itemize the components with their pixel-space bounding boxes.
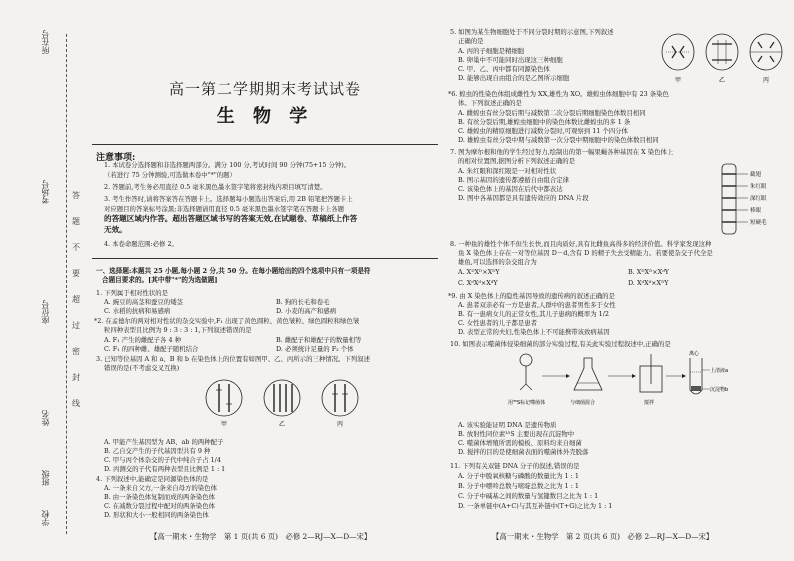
option: C. 在减数分裂过程中配对的两条染色体 [104, 502, 215, 510]
page-2 [448, 0, 788, 561]
gene-label: 棒眼 [750, 208, 762, 214]
question-10: 10. 如图表示噬菌体侵染细菌的部分实验过程,有关此实验过程叙述中,正确的是 [450, 340, 671, 348]
fig-label: 丙 [337, 421, 344, 428]
option: D. 丙测交的子代有两种表型且比例是 1 : 1 [104, 465, 226, 473]
option: A. 分子中脱氧核糖与磷酸的数量比为 1 : 1 [458, 472, 579, 480]
notice-line: （若进行 75 分钟测验,可选做本卷中"*"的题） [104, 171, 236, 179]
labeled-phage [508, 354, 545, 406]
question-9: *9. 由 X 染色体上的隐性基因导致的遗传病的叙述正确的是 [448, 292, 615, 300]
option: C. 水稻的抗病和易感病 [104, 307, 171, 315]
question-2-cont: 粒四种表型且比例为 9 : 3 : 3 : 1,下列叙述错误的是 [104, 326, 252, 334]
option: B. 有一患病女儿的正常女性,其儿子患病的概率为 1/2 [458, 310, 609, 318]
cell-jia [206, 380, 242, 428]
option: D. XᵈXᵈ×XᴰY [628, 279, 669, 287]
option: C. 甲、乙、丙中都有同源染色体 [458, 65, 550, 73]
division-cell-yi [706, 34, 738, 84]
footer-page-1: 【高一期末・生物学 第 1 页(共 6 页) 必修 2—RJ—X—D—宋】 [150, 532, 372, 541]
question-3: 3. 已知等位基因 A 和 a、B 和 b 在染色体上的位置有如图甲、乙、丙所示的三种情况。下列叙述 [96, 355, 370, 363]
fig-label: 用³⁵S标记噬菌体 [508, 400, 546, 406]
question-5: 5. 如图为某生物细胞处于不同分裂时期的示意图,下列叙述 [450, 28, 614, 36]
seal-char: 答 [72, 191, 80, 200]
room-field [40, 30, 51, 54]
cell-yi [264, 380, 300, 428]
exam-title: 高一第二学期期末考试试卷 [168, 80, 361, 98]
question-8-cont: 鱼 X 染色体上存在一对等位基因 D－d,含有 D 的精子失去受精能力。若要使杂交子代全是 [458, 249, 713, 257]
option: A. XᴰXᴰ×XᴰY [458, 268, 500, 276]
chromosome-figure [202, 374, 362, 430]
option: C. 甲与丙个体杂交的子代中纯合子占 1/4 [104, 456, 221, 464]
option: D. 能够出现自由组合的是乙图所示细胞 [458, 74, 570, 82]
centrifuge-tube [689, 350, 728, 394]
fig-label: 甲 [221, 421, 228, 428]
seal-char: 封 [72, 373, 80, 382]
section-heading-line: 一、选择题:本题共 25 小题,每小题 2 分,共 50 分。在每小题给出的四个选项中只有一项是符 [96, 267, 371, 275]
question-6: *6. 蝗虫的性染色体组成雌性为 XX,雄性为 XO。雄蝗虫体细胞中有 23 条染色 [448, 90, 669, 98]
gene-map-figure [716, 160, 788, 238]
flask [570, 358, 602, 406]
gene-label: 截翅 [750, 172, 762, 178]
seal-char: 过 [72, 321, 80, 330]
question-6-cont: 体。下列叙述正确的是 [458, 99, 522, 107]
seal-char: 超 [72, 295, 80, 304]
name-label: 姓名 [41, 410, 50, 426]
question-7-cont: 的相对位置图,据图分析下列叙述正确的是 [458, 157, 576, 165]
cell-bing [322, 380, 358, 428]
exam-no-label: 考场号 [41, 180, 50, 204]
option: D. 形状和大小一般相同的两条染色体 [104, 511, 209, 519]
notice-line: 4. 本卷命题范围:必修 2。 [104, 240, 178, 248]
question-2: *2. 在孟德尔的两对相对性状的杂交实验中,F₁ 出现了黄色圆粒、黄色皱粒、绿色圆粒和绿色皱 [94, 317, 360, 325]
option: D. 雄蝗虫有丝分裂中期与减数第一次分裂中期细胞中的染色体数目相同 [458, 136, 659, 144]
phage-experiment-figure [506, 350, 736, 416]
question-11: 11. 下列有关双链 DNA 分子的叙述,错误的是 [450, 462, 580, 470]
room-label: 所在号 [41, 30, 50, 54]
option: A. 甲能产生基因型为 AB、ab 的两种配子 [104, 438, 224, 446]
option: A. 患者双亲必有一方是患者,人群中的患者男性多于女性 [458, 301, 616, 309]
option: C. XᵈXᵈ×XᵈY [458, 279, 498, 287]
gene-label: 短硬毛 [750, 220, 767, 226]
option: B. 分子中嘌呤总数与嘧啶总数之比为 1 : 1 [458, 482, 579, 490]
divider [92, 144, 438, 145]
divider [92, 258, 438, 259]
question-8: 8. 一种鱼的雄性个体不但生长快,而且肉质好,具有比雌鱼高得多的经济价值。科学家发现这种 [450, 240, 712, 248]
notice-heading: 注意事项: [96, 153, 136, 163]
section-heading [96, 267, 436, 285]
option: D. 表型正常的夫妇,性染色体上不可能携带该致病基因 [458, 328, 610, 336]
fig-label: 乙 [719, 77, 726, 84]
fig-label: 与细菌混合 [570, 400, 596, 406]
seal-char: 密 [72, 347, 80, 356]
option: A. F₁ 产生的雌配子各 4 种 [104, 336, 181, 344]
fig-label: 乙 [279, 421, 286, 428]
option: C. 分子中碱基之间的数量与氢键数目之比为 1 : 1 [458, 492, 599, 500]
school-label: 学校 [41, 510, 50, 526]
option: B. 放射性同位素³⁵S 主要出现在沉淀物中 [458, 430, 575, 438]
fig-label: 甲 [675, 77, 682, 84]
fig-label: 搅拌 [644, 400, 655, 406]
seat-label: 座位号 [41, 300, 50, 324]
fig-label: 沉淀物b [710, 387, 729, 393]
option: D. 小麦的高产和感病 [276, 307, 337, 315]
notice-line: 对应题目的答案标号涂黑;非选择题请用直径 0.5 毫米黑色墨水签字笔在答题卡上各题 [104, 205, 345, 213]
seal-char: 线 [72, 399, 80, 408]
exam-no-field [40, 180, 51, 204]
seal-char: 不 [72, 243, 80, 252]
option: A. 雌蝗虫有丝分裂后期与减数第二次分裂后期细胞染色体数目相同 [458, 109, 646, 117]
class-field [40, 470, 51, 486]
class-label: 班级 [41, 470, 50, 486]
stir-beaker [640, 354, 662, 406]
footer-page-2: 【高一期末・生物学 第 2 页(共 6 页) 必修 2—RJ—X—D—宋】 [492, 532, 714, 541]
seat-field [40, 300, 51, 324]
question-1: 1. 下列属于相对性状的是 [96, 289, 169, 297]
option: D. 一条单链中(A+C)与其互补链中(T+G)之比为 1 : 1 [458, 502, 613, 510]
question-7: 7. 图为摩尔根和他的学生经过努力,绘制出的第一幅果蝇各种基因在 X 染色体上 [450, 148, 674, 156]
option: C. 噬菌体增殖所需的模板、原料均来自细菌 [458, 439, 582, 447]
page-1 [92, 0, 438, 561]
name-field [40, 410, 51, 426]
option: D. 必须统计足量的 F₂ 个体 [276, 345, 354, 353]
option: A. 一条来自父方,一条来自母方的染色体 [104, 484, 217, 492]
seal-line [66, 34, 67, 534]
notice-line: 2. 答题前,考生务必用直径 0.5 毫米黑色墨水签字笔将密封线内项目填写清楚。 [104, 183, 327, 191]
exam-subject: 生 物 学 [216, 106, 314, 127]
option: A. 豌豆的高茎和蚕豆的矮茎 [104, 298, 183, 306]
option: B. XᴰXᴰ×XᵈY [628, 268, 669, 276]
option: D. 图中各基因都是具有遗传效应的 DNA 片段 [458, 194, 589, 202]
notice-line: 的答题区域内作答。超出答题区域书写的答案无效,在试题卷、草稿纸上作答 [104, 214, 358, 223]
option: B. 由一条染色体复制而成的两条染色体 [104, 493, 216, 501]
option: C. F₁ 的四种雌、雄配子随机结合 [104, 345, 199, 353]
question-4: 4. 下列叙述中,能确定是同源染色体的是 [96, 475, 209, 483]
option: C. 该染色体上的基因在后代中都表达 [458, 185, 563, 193]
notice-line: 1. 本试卷分选择题和非选择题两部分。满分 100 分,考试时间 90 分钟(75+15 分钟)。 [104, 161, 351, 169]
option: B. 狗的长毛和卷毛 [276, 298, 330, 306]
notice-line: 3. 考生作答时,请将答案答在答题卡上。选择题每小题选出答案后,用 2B 铅笔把答题卡上 [104, 195, 353, 203]
fig-label: 上清液a [710, 368, 729, 374]
option: B. 卵巢中不可能同时出现这三种细胞 [458, 56, 563, 64]
school-field [40, 510, 51, 526]
option: B. 图示基因的遗传都遵循自由组合定律 [458, 176, 570, 184]
option: C. 女性患者的儿子都是患者 [458, 319, 538, 327]
fig-label: 丙 [763, 77, 770, 84]
option: A. 该实验能证明 DNA 是遗传物质 [458, 421, 557, 429]
seal-char: 题 [72, 217, 80, 226]
division-cell-jia [662, 34, 694, 84]
option: B. 雌配子和雄配子的数量相等 [276, 336, 362, 344]
option: B. 有丝分裂后期,雄蝗虫细胞中的染色体数比雌蝗虫的多 1 条 [458, 118, 631, 126]
question-8-cont: 雄鱼,可以选择的杂交组合为 [458, 258, 537, 266]
gene-label: 深红眼 [750, 196, 767, 202]
question-3-cont: 错误的是(不考虑交叉互换) [104, 364, 180, 372]
option: A. 朱红眼和深红眼是一对相对性状 [458, 167, 557, 175]
division-cell-bing [750, 34, 782, 84]
section-heading-line: 合题目要求的。[其中带"*"的为选做题] [102, 276, 218, 284]
option: C. 雄蝗虫的精原细胞进行减数分裂时,可观察到 11 个四分体 [458, 127, 628, 135]
gene-label: 朱红眼 [750, 184, 767, 190]
option: A. 丙的子细胞是精细胞 [458, 47, 525, 55]
cell-division-figure [658, 30, 786, 86]
fig-label: 离心 [689, 351, 700, 357]
question-5-cont: 正确的是 [458, 37, 484, 45]
seal-char: 要 [72, 269, 80, 278]
option: D. 搅拌的目的是使细菌表面的噬菌体外壳脱落 [458, 448, 589, 456]
binding-margin [0, 0, 86, 561]
notice-line: 无效。 [104, 225, 127, 234]
option: B. 乙自交产生的子代基因型共有 9 种 [104, 447, 211, 455]
